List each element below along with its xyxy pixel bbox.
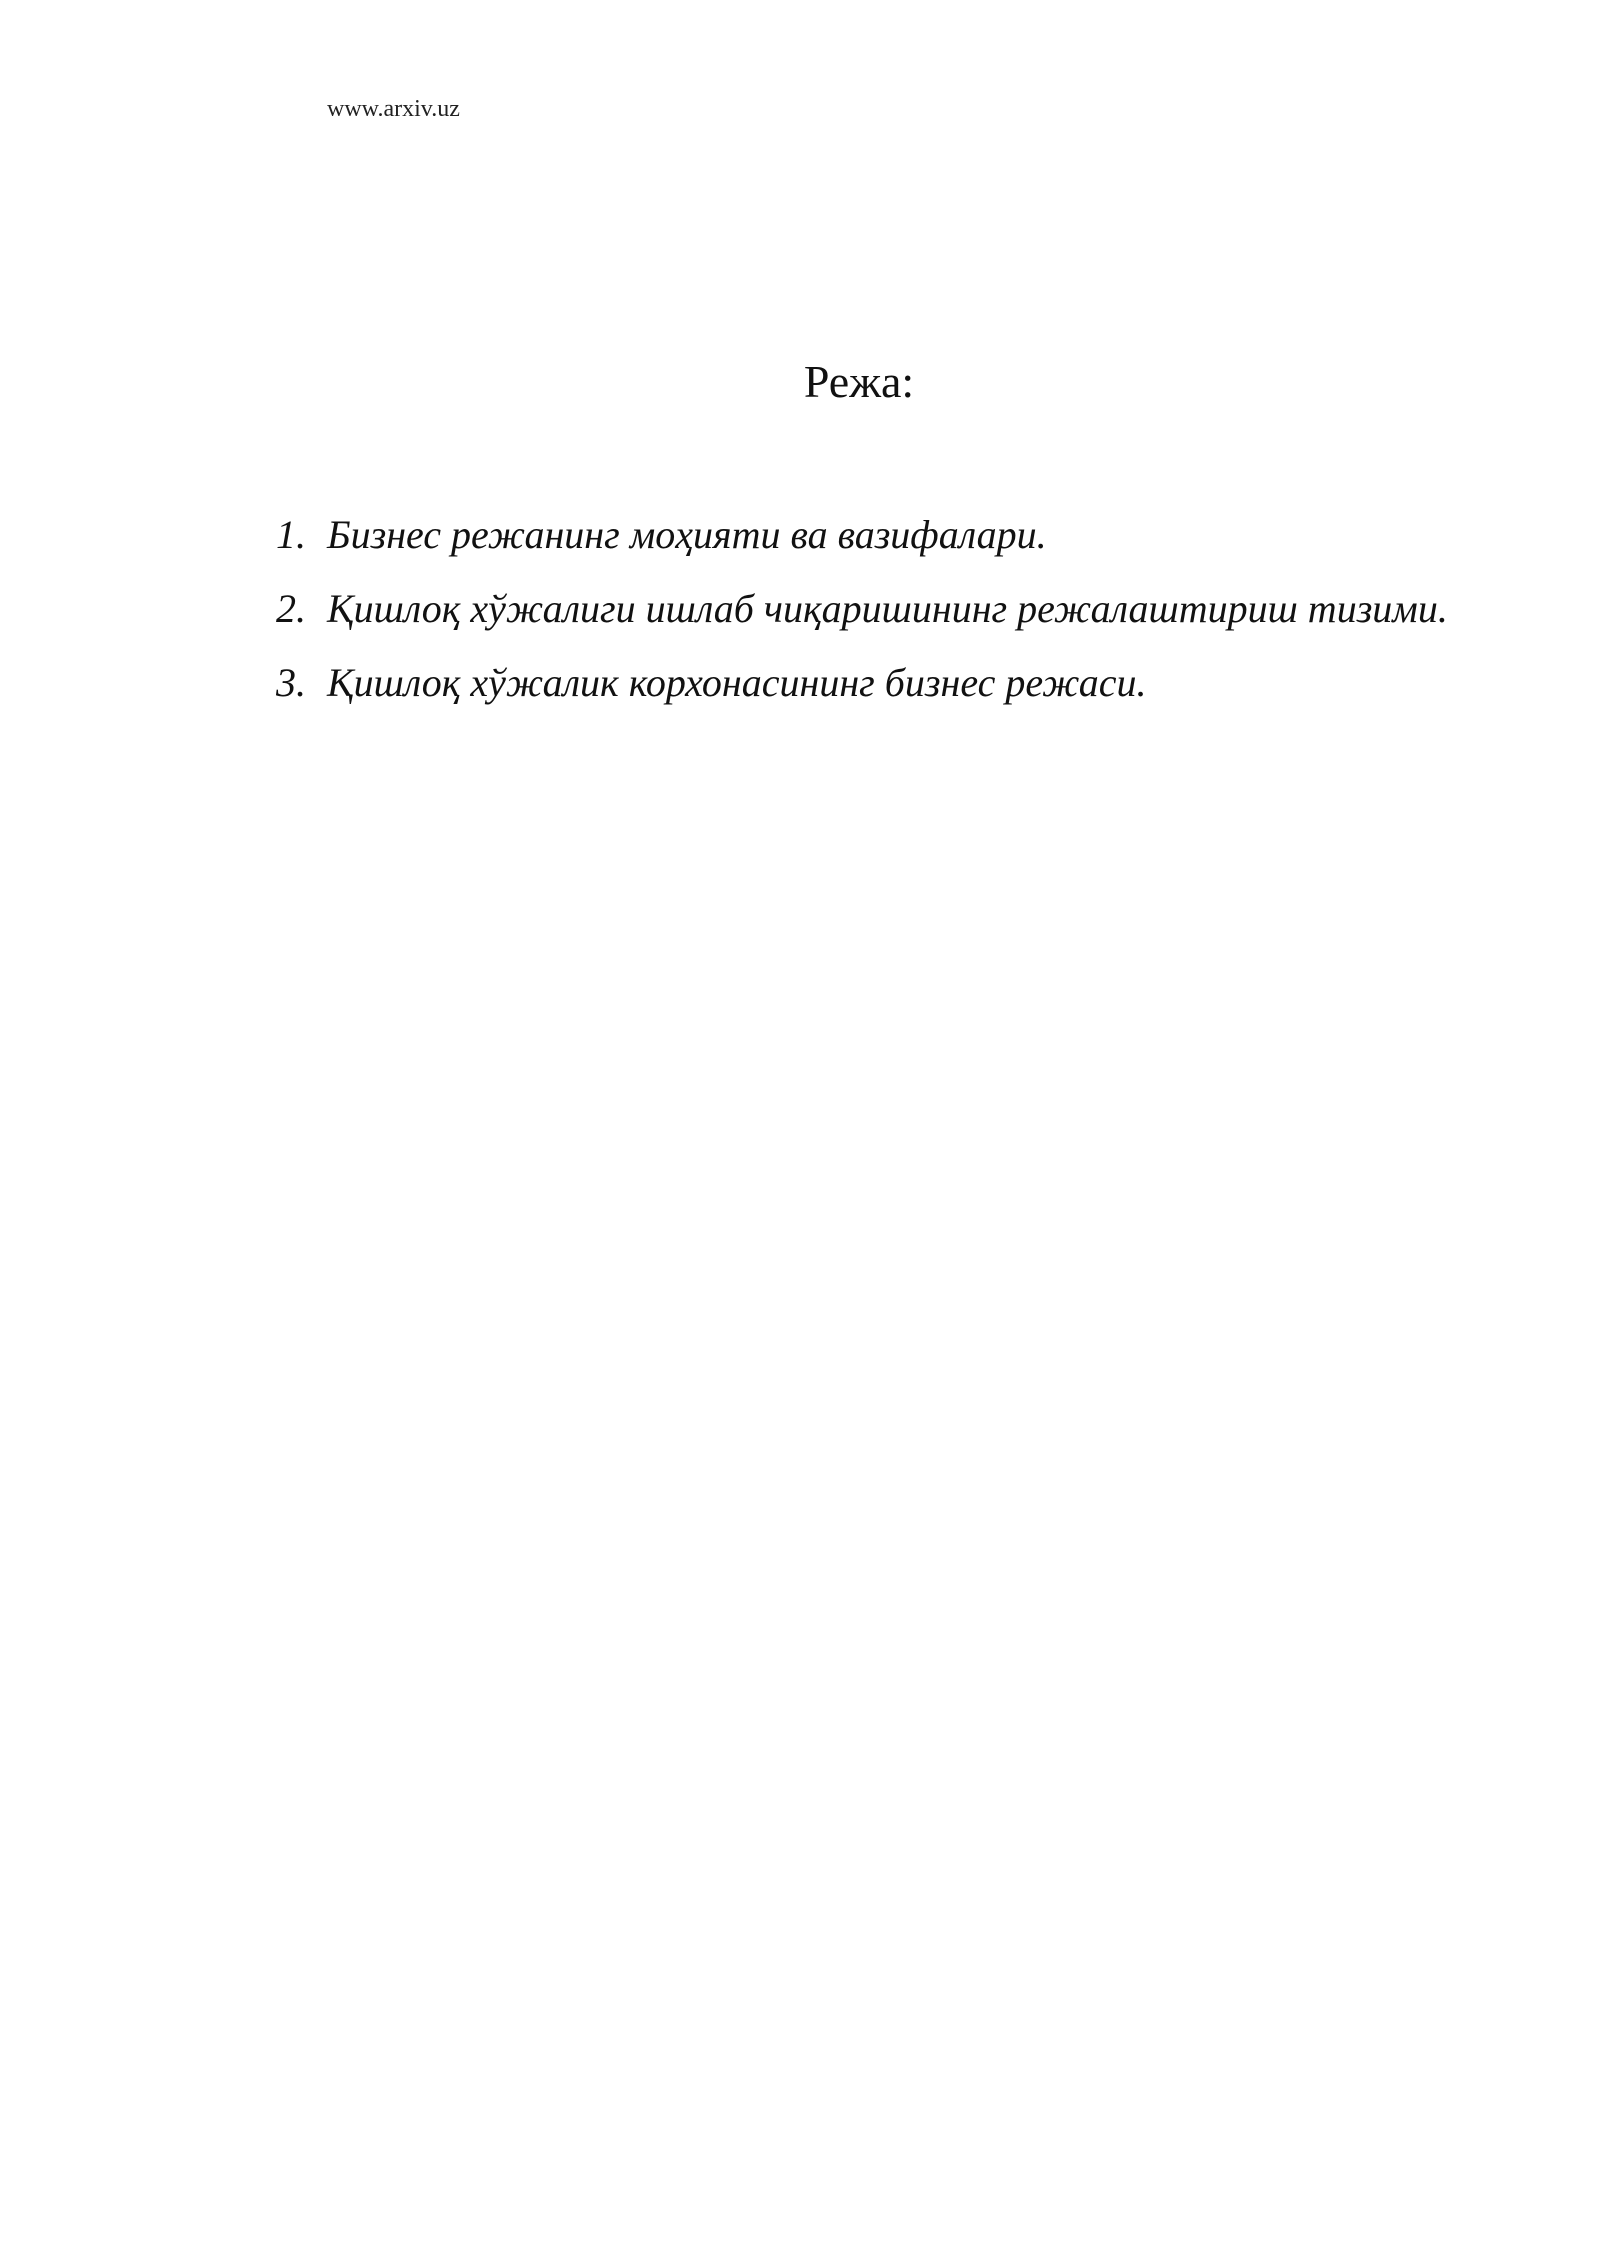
plan-title: Режа: bbox=[803, 356, 915, 407]
list-item-number: 2. bbox=[276, 586, 306, 631]
list-item bbox=[276, 572, 1492, 646]
plan-list bbox=[276, 498, 1492, 720]
list-item bbox=[276, 498, 1492, 572]
header-url: www.arxiv.uz bbox=[327, 96, 460, 122]
list-item-number: 1. bbox=[276, 512, 306, 557]
list-item-text: Қишлоқ хўжалик корхонасининг бизнес режаси. bbox=[327, 660, 1147, 705]
list-item-text: Қишлоқ хўжалиги ишлаб чиқаришининг режалаштириш тизими. bbox=[327, 586, 1448, 631]
list-item-number: 3. bbox=[276, 660, 306, 705]
list-item-text: Бизнес режанинг моҳияти ва вазифалари. bbox=[327, 512, 1047, 557]
list-item bbox=[276, 646, 1492, 720]
